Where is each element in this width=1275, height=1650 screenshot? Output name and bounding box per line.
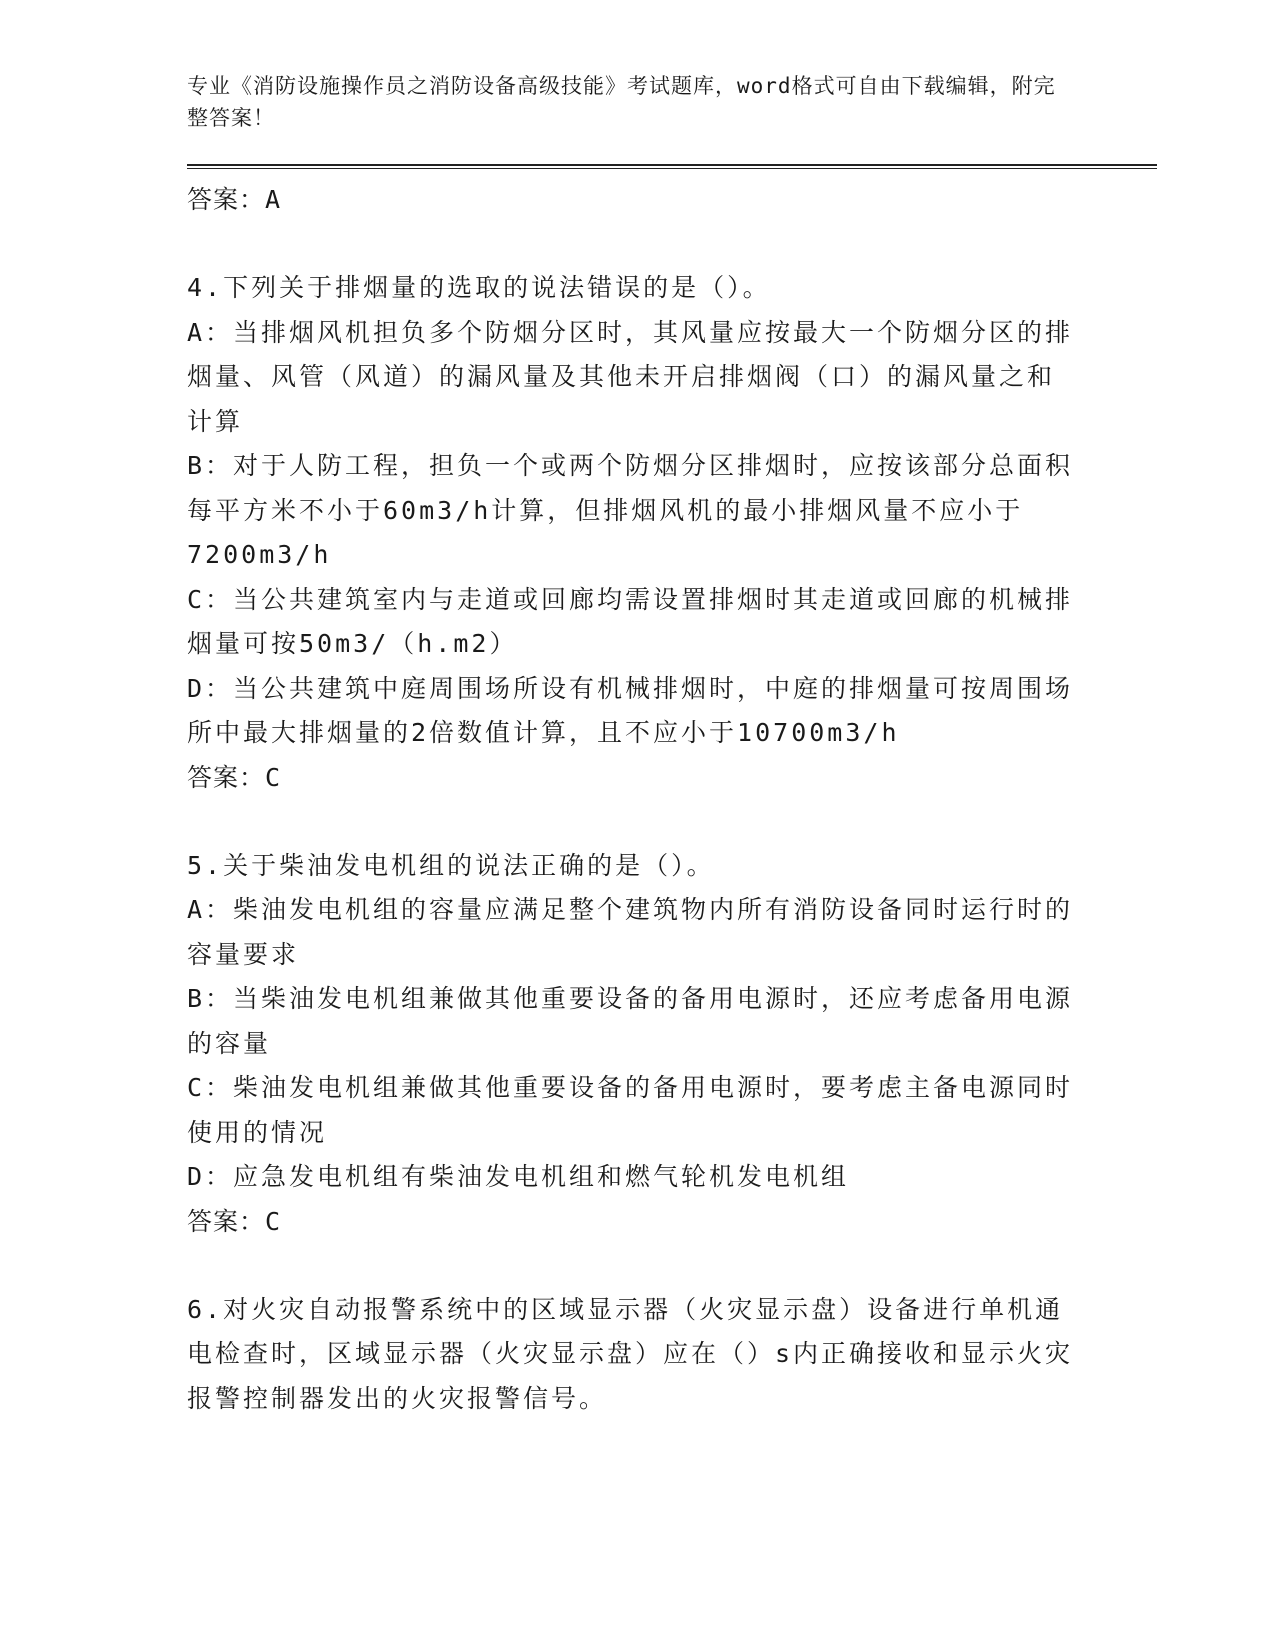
- answer-line: [187, 1200, 1087, 1244]
- document-page: [187, 70, 1087, 1421]
- question-stem: 6.对火灾自动报警系统中的区域显示器（火灾显示盘）设备进行单机通电检查时，区域显示器（火灾显示盘）应在（）s内正确接收和显示火灾报警控制器发出的火灾报警信号。: [187, 1294, 1074, 1413]
- question-stem: 5.关于柴油发电机组的说法正确的是（）。: [187, 850, 715, 880]
- option-a: A：柴油发电机组的容量应满足整个建筑物内所有消防设备同时运行时的容量要求: [187, 895, 1074, 969]
- option-c: C：柴油发电机组兼做其他重要设备的备用电源时，要考虑主备电源同时使用的情况: [187, 1073, 1074, 1147]
- option-d: D：当公共建筑中庭周围场所设有机械排烟时，中庭的排烟量可按周围场所中最大排烟量的2倍数值计算，且不应小于10700m3/h: [187, 673, 1074, 747]
- answer-value: C: [265, 762, 282, 792]
- document-header: 专业《消防设施操作员之消防设备高级技能》考试题库，word格式可自由下载编辑，附完整答案！: [187, 74, 1056, 130]
- option-d: D：应急发电机组有柴油发电机组和燃气轮机发电机组: [187, 1162, 850, 1191]
- answer-line: [187, 178, 1087, 222]
- answer-prefix: 答案：: [187, 185, 266, 214]
- question-block: [187, 266, 1087, 800]
- option-a: A：当排烟风机担负多个防烟分区时，其风量应按最大一个防烟分区的排烟量、风管（风道）的漏风量及其他未开启排烟阀（口）的漏风量之和计算: [187, 317, 1074, 436]
- header-divider: [187, 164, 1157, 169]
- option-c: C：当公共建筑室内与走道或回廊均需设置排烟时其走道或回廊的机械排烟量可按50m3/（h.m2）: [187, 584, 1074, 658]
- answer-prefix: 答案：: [187, 1206, 266, 1236]
- question-block: [187, 844, 1087, 1244]
- answer-line: [187, 756, 1087, 800]
- answer-value: C: [265, 1206, 282, 1236]
- question-stem: 4.下列关于排烟量的选取的说法错误的是（）。: [187, 273, 771, 302]
- answer-prefix: 答案：: [187, 762, 266, 792]
- option-b: B：当柴油发电机组兼做其他重要设备的备用电源时，还应考虑备用电源的容量: [187, 984, 1074, 1058]
- option-b: B：对于人防工程，担负一个或两个防烟分区排烟时，应按该部分总面积每平方米不小于60m3/h计算，但排烟风机的最小排烟风量不应小于7200m3/h: [187, 451, 1074, 569]
- question-block: [187, 1288, 1087, 1422]
- answer-value: A: [265, 185, 282, 214]
